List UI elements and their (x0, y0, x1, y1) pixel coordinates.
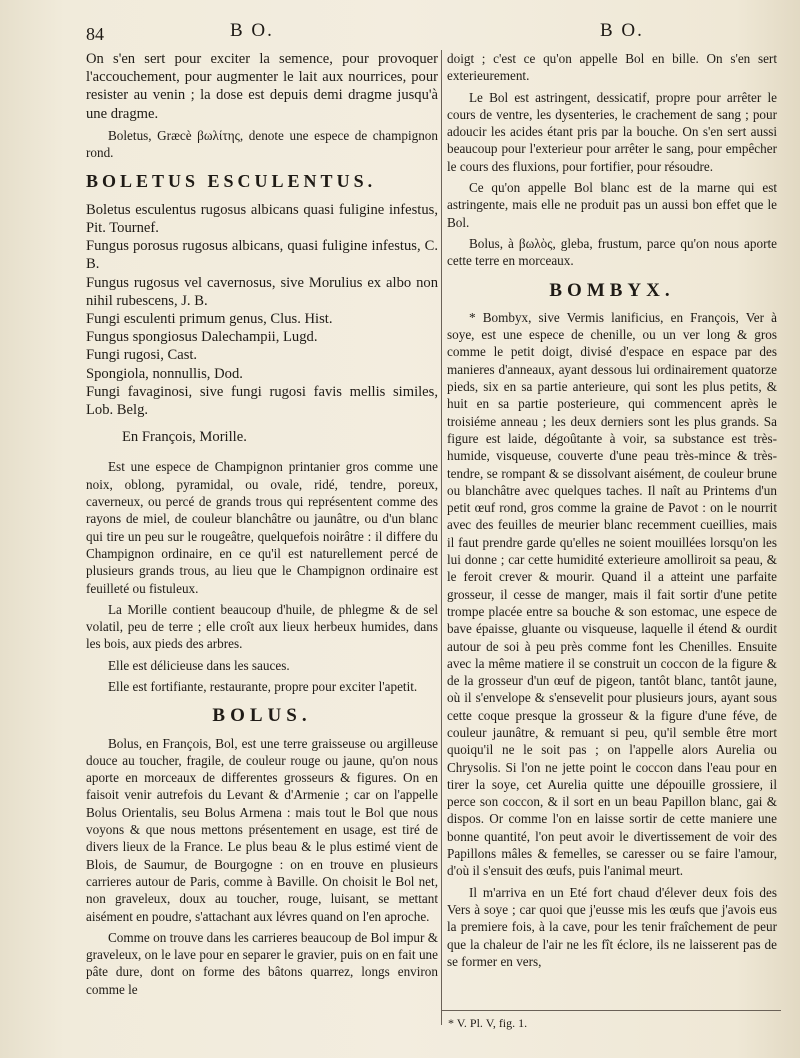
left-column (86, 50, 438, 1002)
paragraph: La Morille contient beaucoup d'huile, de phlegme & de sel volatil, peu de terre ; elle croît aux lieux herbeux humides, dans les bois, aux pieds des arbres. (86, 601, 438, 652)
paragraph: Elle est délicieuse dans les sauces. (108, 657, 290, 673)
page-number: 84 (86, 24, 104, 44)
paragraph: Ce qu'on appelle Bol blanc est de la marne qui est astringente, mais elle ne produit pas un aussi bon effet que le Bol. (447, 180, 777, 230)
paragraph: * Bombyx, sive Vermis lanificius, en François, Ver à soye, est une espece de chenille, ou un ver long & gros comme le petit doigt, divisé d'espace en espace par des manieres d'anneaux, ayant dessous lui ordinairement quatorze pieds, six en sa partie anterieure, qui sont les plus petits, & huit en sa partie posterieure, qui commencent après le troisiéme anneau ; les deux derniers sont les plus grands. Sa figure est laide, dégoûtante à voir, sa substance est très-humide, visqueuse, couverte d'une peau très-mince & très-tendre, se rompant & se dissolvant aisément, de couleur brune ou blanchâtre avec quelques taches. Il naît au Printems d'un petit œuf rond, gros comme la graine de Pavot : on le nourrit avec des feuilles de meurier blanc recemment cueillies, mais il faut prendre garde qu'elles ne soient mouillées lorsqu'on les lui donne ; car cette humidité exterieure amolliroit sa peau, & le feroit crever & mourir. Quand il a atteint une parfaite grosseur, il cesse de manger, mais il fait sortir d'une petite trompe placée entre sa bouche & son estomac, une espece de bave épaisse, gluante ou visqueuse, laquelle il étend & ourdit autour de soi à peu près comme font les Chenilles. Ensuite avec la même matiere il se construit un coccon de la figure & de la grosseur d'un œuf de pigeon, tantôt blanc, tantôt jaune, où il s'envelope & s'ensevelit pour plusieurs jours, ayant sous cette coque presque la grosseur & la figure d'une féve, de couleur jaunâtre, & remuant si peu, qu'il semble être mort quoiqu'il ne le soit pas ; on l'appelle alors Aurelia ou Chrysolis. Si l'on ne jette point le coccon dans l'eau pour en tirer la soye, cet Aurelia quitte une dépouille grossiere, il perce son coccon, & il sort en un beau Papillon blanc, gai & dispos. Or comme l'on en laisse sortir de cette maniere une bonne quantité, l'on peut avoir le divertissement de voir des Papillons mâles & femelles, se caresser ou se faire l'amour, d'où il s'ensuit des œufs, puis l'animal meurt. (447, 309, 777, 879)
right-column (447, 50, 777, 974)
footnote-rule (441, 1010, 781, 1011)
entry-title: BOMBYX. (549, 279, 675, 301)
paragraph: Bolus, en François, Bol, est une terre graisseuse ou argilleuse douce au toucher, fragile, de couleur rouge ou jaune, qu'on nous aporte en morceaux de differentes grosseurs & figures. On en faisoit venir autrefois du Levant & d'Armenie ; car on l'appelle Bolus Orientalis, seu Bolus Armena : mais tout le Bol que nous voyons & que nous mettons présentement en usage, est tiré de divers lieux de la France. Le plus beau & le plus estimé vient de Blois, de Saumur, de Bourgogne : on en trouve en plusieurs carrieres autour de Paris, comme à Baville. On choisit le Bol net, non graveleux, doux au toucher, rouge, luisant, se mettant aisément en poudre, s'attachant aux lévres quand on l'en aproche. (86, 735, 438, 924)
synonym-line: Boletus esculentus rugosus albicans quasi fuligine infestus, Pit. Tournef. (86, 201, 438, 236)
french-name: En François, Morille. (122, 429, 247, 446)
synonym-line: Fungus porosus rugosus albicans, quasi fuligine infestus, C. B. (86, 238, 438, 273)
paragraph: Comme on trouve dans les carrieres beaucoup de Bol impur & graveleux, on le lave pour en separer le gravier, puis on en fait une pâte dure, dont on forme des bâtons quarrez, longs environ comme le (86, 929, 438, 997)
footnote: * V. Pl. V, fig. 1. (448, 1016, 528, 1030)
synonym-line: Fungi favaginosi, sive fungi rugosi favis mellis similes, Lob. Belg. (86, 383, 438, 418)
paragraph: Bolus, à βωλὸς, gleba, frustum, parce qu'on nous aporte cette terre en morceaux. (447, 235, 777, 269)
running-head-left: B O. (230, 20, 274, 41)
paragraph: On s'en sert pour exciter la semence, pour provoquer l'accouchement, pour augmenter le lait aux nourrices, pour resister au venin ; la dose est depuis demi dragme jusqu'à une dragme. (86, 51, 438, 122)
synonym-line: Spongiola, nonnullis, Dod. (86, 365, 243, 382)
paragraph: Elle est fortifiante, restaurante, propre pour exciter l'apetit. (108, 679, 418, 694)
column-rule (441, 50, 442, 1025)
entry-title: BOLUS. (212, 705, 312, 727)
paragraph: Boletus, Græcè βωλίτης, denote une espece de champignon rond. (86, 127, 438, 161)
paragraph: doigt ; c'est ce qu'on appelle Bol en bille. On s'en sert exterieurement. (447, 51, 777, 84)
paragraph: Est une espece de Champignon printanier gros comme une noix, oblong, pyramidal, ou ovale, ridé, tendre, poreux, caverneux, ou percé de grands trous qui représentent comme des rayons de miel, de couleur blanchâtre ou jaunâtre, ou d'un blanc qui tire un peu sur le rougeâtre, quelquefois noirâtre : il differe du Champignon ordinaire, en ce qu'il est naturellement percé de plusieurs grands trous, au lieu que le Champignon ordinaire est feuilleté ou fistuleux. (86, 459, 438, 596)
running-head-right: B O. (600, 20, 644, 41)
synonym-line: Fungus spongiosus Dalechampii, Lugd. (86, 329, 318, 346)
synonym-line: Fungi rugosi, Cast. (86, 347, 198, 364)
synonym-line: Fungus rugosus vel cavernosus, sive Morulius ex albo non nihil rubescens, J. B. (86, 274, 438, 309)
synonym-line: Fungi esculenti primum genus, Clus. Hist. (86, 310, 333, 327)
paragraph: Le Bol est astringent, dessicatif, propre pour arrêter le cours de ventre, les dysenteries, le crachement de sang ; pour adoucir les acides étant pris par la bouche. On s'en sert aussi beaucoup pour l'exterieur pour arrêter le sang, pour empêcher le cours des fluxions, pour fortifier, pour résoudre. (447, 89, 777, 174)
paragraph: Il m'arriva en un Eté fort chaud d'élever deux fois des Vers à soye ; car quoi que j'eusse mis les œufs que j'avois eus la premiere fois, à la cave, pour les tenir fraîchement de peur que la chaleur de l'air ne les fît éclore, ils ne laisserent pas de se former en vers, (447, 884, 777, 969)
entry-title: BOLETUS ESCULENTUS. (86, 171, 377, 192)
